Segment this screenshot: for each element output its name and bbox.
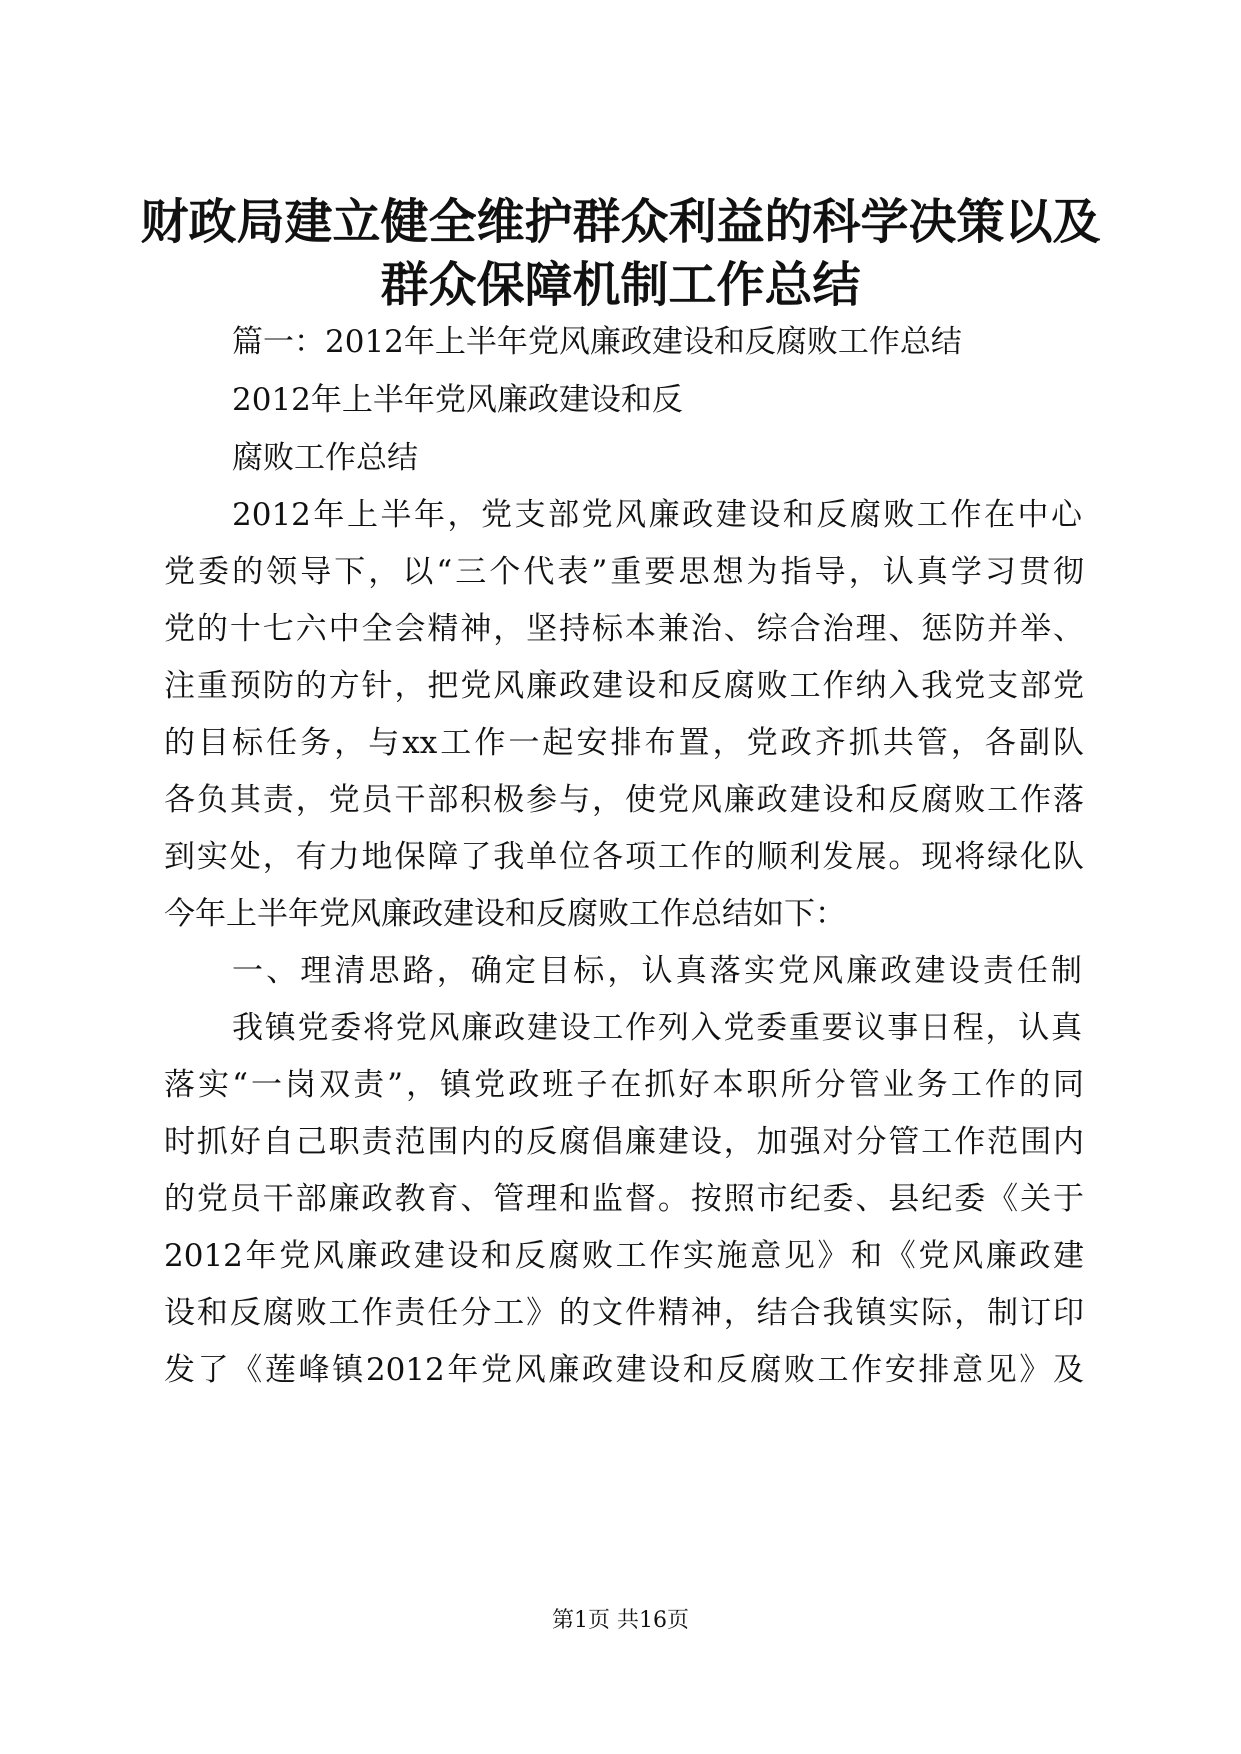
body-line: 的目标任务，与xx工作一起安排布置，党政齐抓共管，各副队 <box>164 725 1084 761</box>
body-line: 发了《莲峰镇2012年党风廉政建设和反腐败工作安排意见》及 <box>164 1352 1084 1388</box>
body-line: 注重预防的方针，把党风廉政建设和反腐败工作纳入我党支部党 <box>164 668 1084 704</box>
section-heading: 一、理清思路，确定目标，认真落实党风廉政建设责任制 <box>232 953 1082 989</box>
body-line: 我镇党委将党风廉政建设工作列入党委重要议事日程，认真 <box>232 1010 1082 1046</box>
body-line: 2012年上半年党风廉政建设和反 <box>232 382 683 418</box>
document-title-line-1: 财政局建立健全维护群众利益的科学决策以及 <box>140 194 1101 250</box>
body-line: 2012年上半年，党支部党风廉政建设和反腐败工作在中心 <box>232 497 1082 533</box>
body-line: 2012年党风廉政建设和反腐败工作实施意见》和《党风廉政建 <box>164 1238 1084 1274</box>
body-line: 党的十七六中全会精神，坚持标本兼治、综合治理、惩防并举、 <box>164 611 1084 647</box>
body-line: 的党员干部廉政教育、管理和监督。按照市纪委、县纪委《关于 <box>164 1181 1084 1217</box>
body-line: 设和反腐败工作责任分工》的文件精神，结合我镇实际，制订印 <box>164 1295 1084 1331</box>
body-line: 今年上半年党风廉政建设和反腐败工作总结如下： <box>164 896 846 932</box>
body-line: 到实处，有力地保障了我单位各项工作的顺利发展。现将绿化队 <box>164 839 1084 875</box>
body-line: 落实“一岗双责”，镇党政班子在抓好本职所分管业务工作的同 <box>164 1067 1084 1103</box>
body-line: 党委的领导下，以“三个代表”重要思想为指导，认真学习贯彻 <box>164 554 1084 590</box>
body-line: 各负其责，党员干部积极参与，使党风廉政建设和反腐败工作落 <box>164 782 1084 818</box>
body-line: 时抓好自己职责范围内的反腐倡廉建设，加强对分管工作范围内 <box>164 1124 1084 1160</box>
document-title-line-2: 群众保障机制工作总结 <box>380 257 861 313</box>
page-number-footer: 第1页 共16页 <box>552 1608 689 1633</box>
body-line: 腐败工作总结 <box>232 440 418 476</box>
subtitle-line: 篇一：2012年上半年党风廉政建设和反腐败工作总结 <box>232 324 962 360</box>
